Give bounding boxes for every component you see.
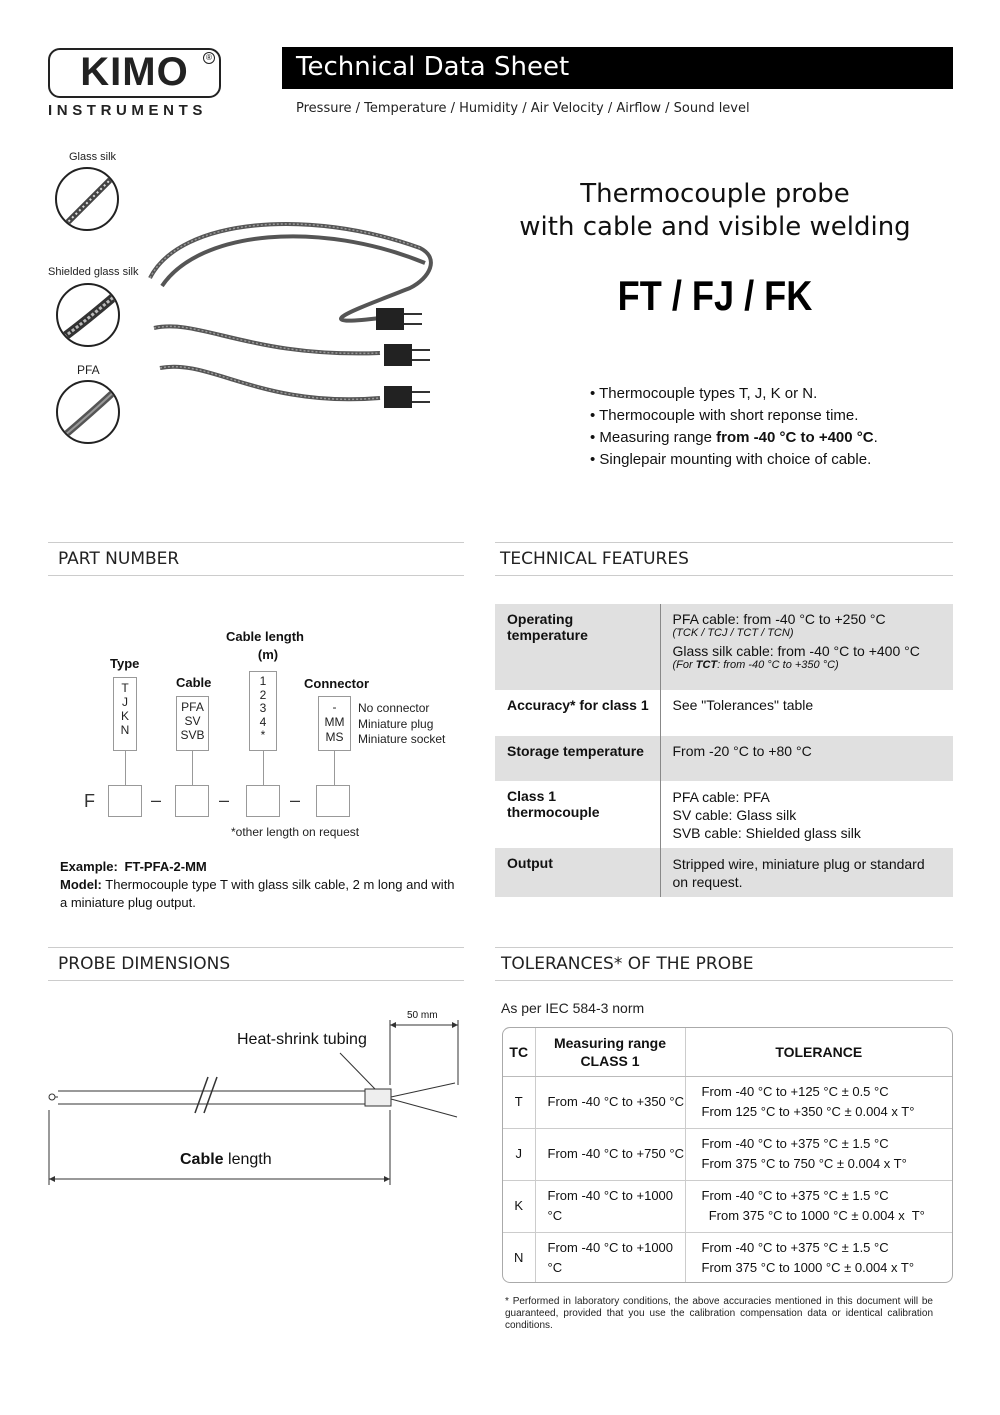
table-header-row: TC Measuring range CLASS 1 TOLERANCE: [503, 1028, 952, 1076]
feature-bullets: [590, 383, 878, 471]
example-text: Example: FT-PFA-2-MM Model: Thermocouple type T with glass silk cable, 2 m long and with a miniature plug output.: [60, 859, 455, 910]
connector-line: [192, 751, 193, 785]
table-row: Accuracy* for class 1 See "Tolerances" table: [495, 690, 953, 736]
brand-name: KIMO: [80, 50, 189, 94]
shielded-glass-silk-swatch-icon: [56, 283, 120, 347]
technical-features-table: [495, 604, 953, 897]
document-title: Technical Data Sheet: [296, 52, 570, 82]
product-categories: Pressure / Temperature / Humidity / Air Velocity / Airflow / Sound level: [296, 101, 750, 116]
cable-length-label: Cable length (m): [225, 629, 304, 662]
table-row: T From -40 °C to +350 °C From -40 °C to +125 °C ± 0.5 °C From 125 °C to +350 °C ± 0.004 x T°: [503, 1076, 952, 1128]
table-row: K From -40 °C to +1000 °C From -40 °C to +375 °C ± 1.5 °C From 375 °C to 1000 °C ± 0.004 x T°: [503, 1180, 952, 1232]
bullet-item: • Measuring range from -40 °C to +400 °C.: [590, 429, 878, 446]
connector-slot: [316, 785, 350, 817]
product-code: FT / FJ / FK: [617, 272, 813, 319]
swatch-label-glass-silk: Glass silk: [69, 151, 117, 163]
bullet-item: • Thermocouple with short reponse time.: [590, 407, 859, 424]
swatch-label-pfa: PFA: [77, 363, 100, 377]
table-row: Operating temperature PFA cable: from -40 °C to +250 °C (TCK / TCJ / TCT / TCN) Glass silk cable: from -40 °C to +400 °C (For TCT: from -40 °C to +350 °C): [495, 604, 953, 690]
type-label: Type: [110, 656, 140, 671]
tolerances-header: TOLERANCES* OF THE PROBE: [495, 947, 953, 981]
brand-subtitle: INSTRUMENTS: [48, 102, 207, 119]
other-length-note: *other length on request: [231, 825, 360, 839]
table-row: Output Stripped wire, miniature plug or standard on request.: [495, 848, 953, 897]
table-row: Storage temperature From -20 °C to +80 °C: [495, 736, 953, 781]
length-options: 1 2 3 4 *: [249, 671, 277, 751]
probe-dimensions-header: PROBE DIMENSIONS: [48, 947, 464, 981]
product-title: Thermocouple probe with cable and visible welding: [519, 179, 911, 242]
connector-options: - MM MS: [318, 696, 351, 751]
cable-length-dimension-label: Cable length: [180, 1151, 272, 1168]
bullet-item: • Thermocouple types T, J, K or N.: [590, 385, 818, 402]
tolerance-footnote: * Performed in laboratory conditions, the above accuracies mentioned in this document will be guaranteed, provided that you use the calibration compensation data or identical calibration conditions.: [505, 1296, 933, 1331]
type-options: T J K N: [113, 677, 137, 751]
dimension-50mm-label: 50 mm: [407, 1010, 438, 1021]
tolerance-intro: As per IEC 584-3 norm: [501, 1000, 645, 1016]
technical-features-header: TECHNICAL FEATURES: [495, 542, 953, 576]
connector-label: Connector: [304, 676, 369, 691]
tolerances-table-frame: [502, 1027, 953, 1283]
swatch-label-shielded: Shielded glass silk: [48, 266, 139, 278]
registered-mark-icon: ®: [203, 52, 215, 64]
probe-cable-photo: [140, 208, 440, 428]
table-row: N From -40 °C to +1000 °C From -40 °C to +375 °C ± 1.5 °C From 375 °C to 1000 °C ± 0.004 x T°: [503, 1232, 952, 1283]
part-number-header: PART NUMBER: [48, 542, 464, 576]
type-slot: [108, 785, 142, 817]
cable-label: Cable: [176, 675, 212, 690]
length-slot: [246, 785, 280, 817]
heat-shrink-label: Heat-shrink tubing: [237, 1031, 367, 1048]
glass-silk-swatch-icon: [55, 167, 119, 231]
connector-descriptions: No connector Miniature plug Miniature socket: [358, 701, 446, 746]
bullet-item: • Singlepair mounting with choice of cable.: [590, 451, 872, 468]
separator: –: [290, 790, 301, 810]
table-row: Class 1 thermocouple PFA cable: PFA SV cable: Glass silk SVB cable: Shielded glass silk: [495, 781, 953, 848]
table-row: J From -40 °C to +750 °C From -40 °C to +375 °C ± 1.5 °C From 375 °C to 750 °C ± 0.004 x T°: [503, 1128, 952, 1180]
pfa-swatch-icon: [56, 380, 120, 444]
connector-line: [263, 751, 264, 785]
tolerances-table: [503, 1028, 952, 1283]
separator: –: [219, 790, 230, 810]
prefix-letter: F: [84, 791, 95, 811]
connector-line: [334, 751, 335, 785]
cable-options: PFA SV SVB: [176, 696, 209, 751]
separator: –: [151, 790, 162, 810]
connector-line: [125, 751, 126, 785]
cable-slot: [175, 785, 209, 817]
